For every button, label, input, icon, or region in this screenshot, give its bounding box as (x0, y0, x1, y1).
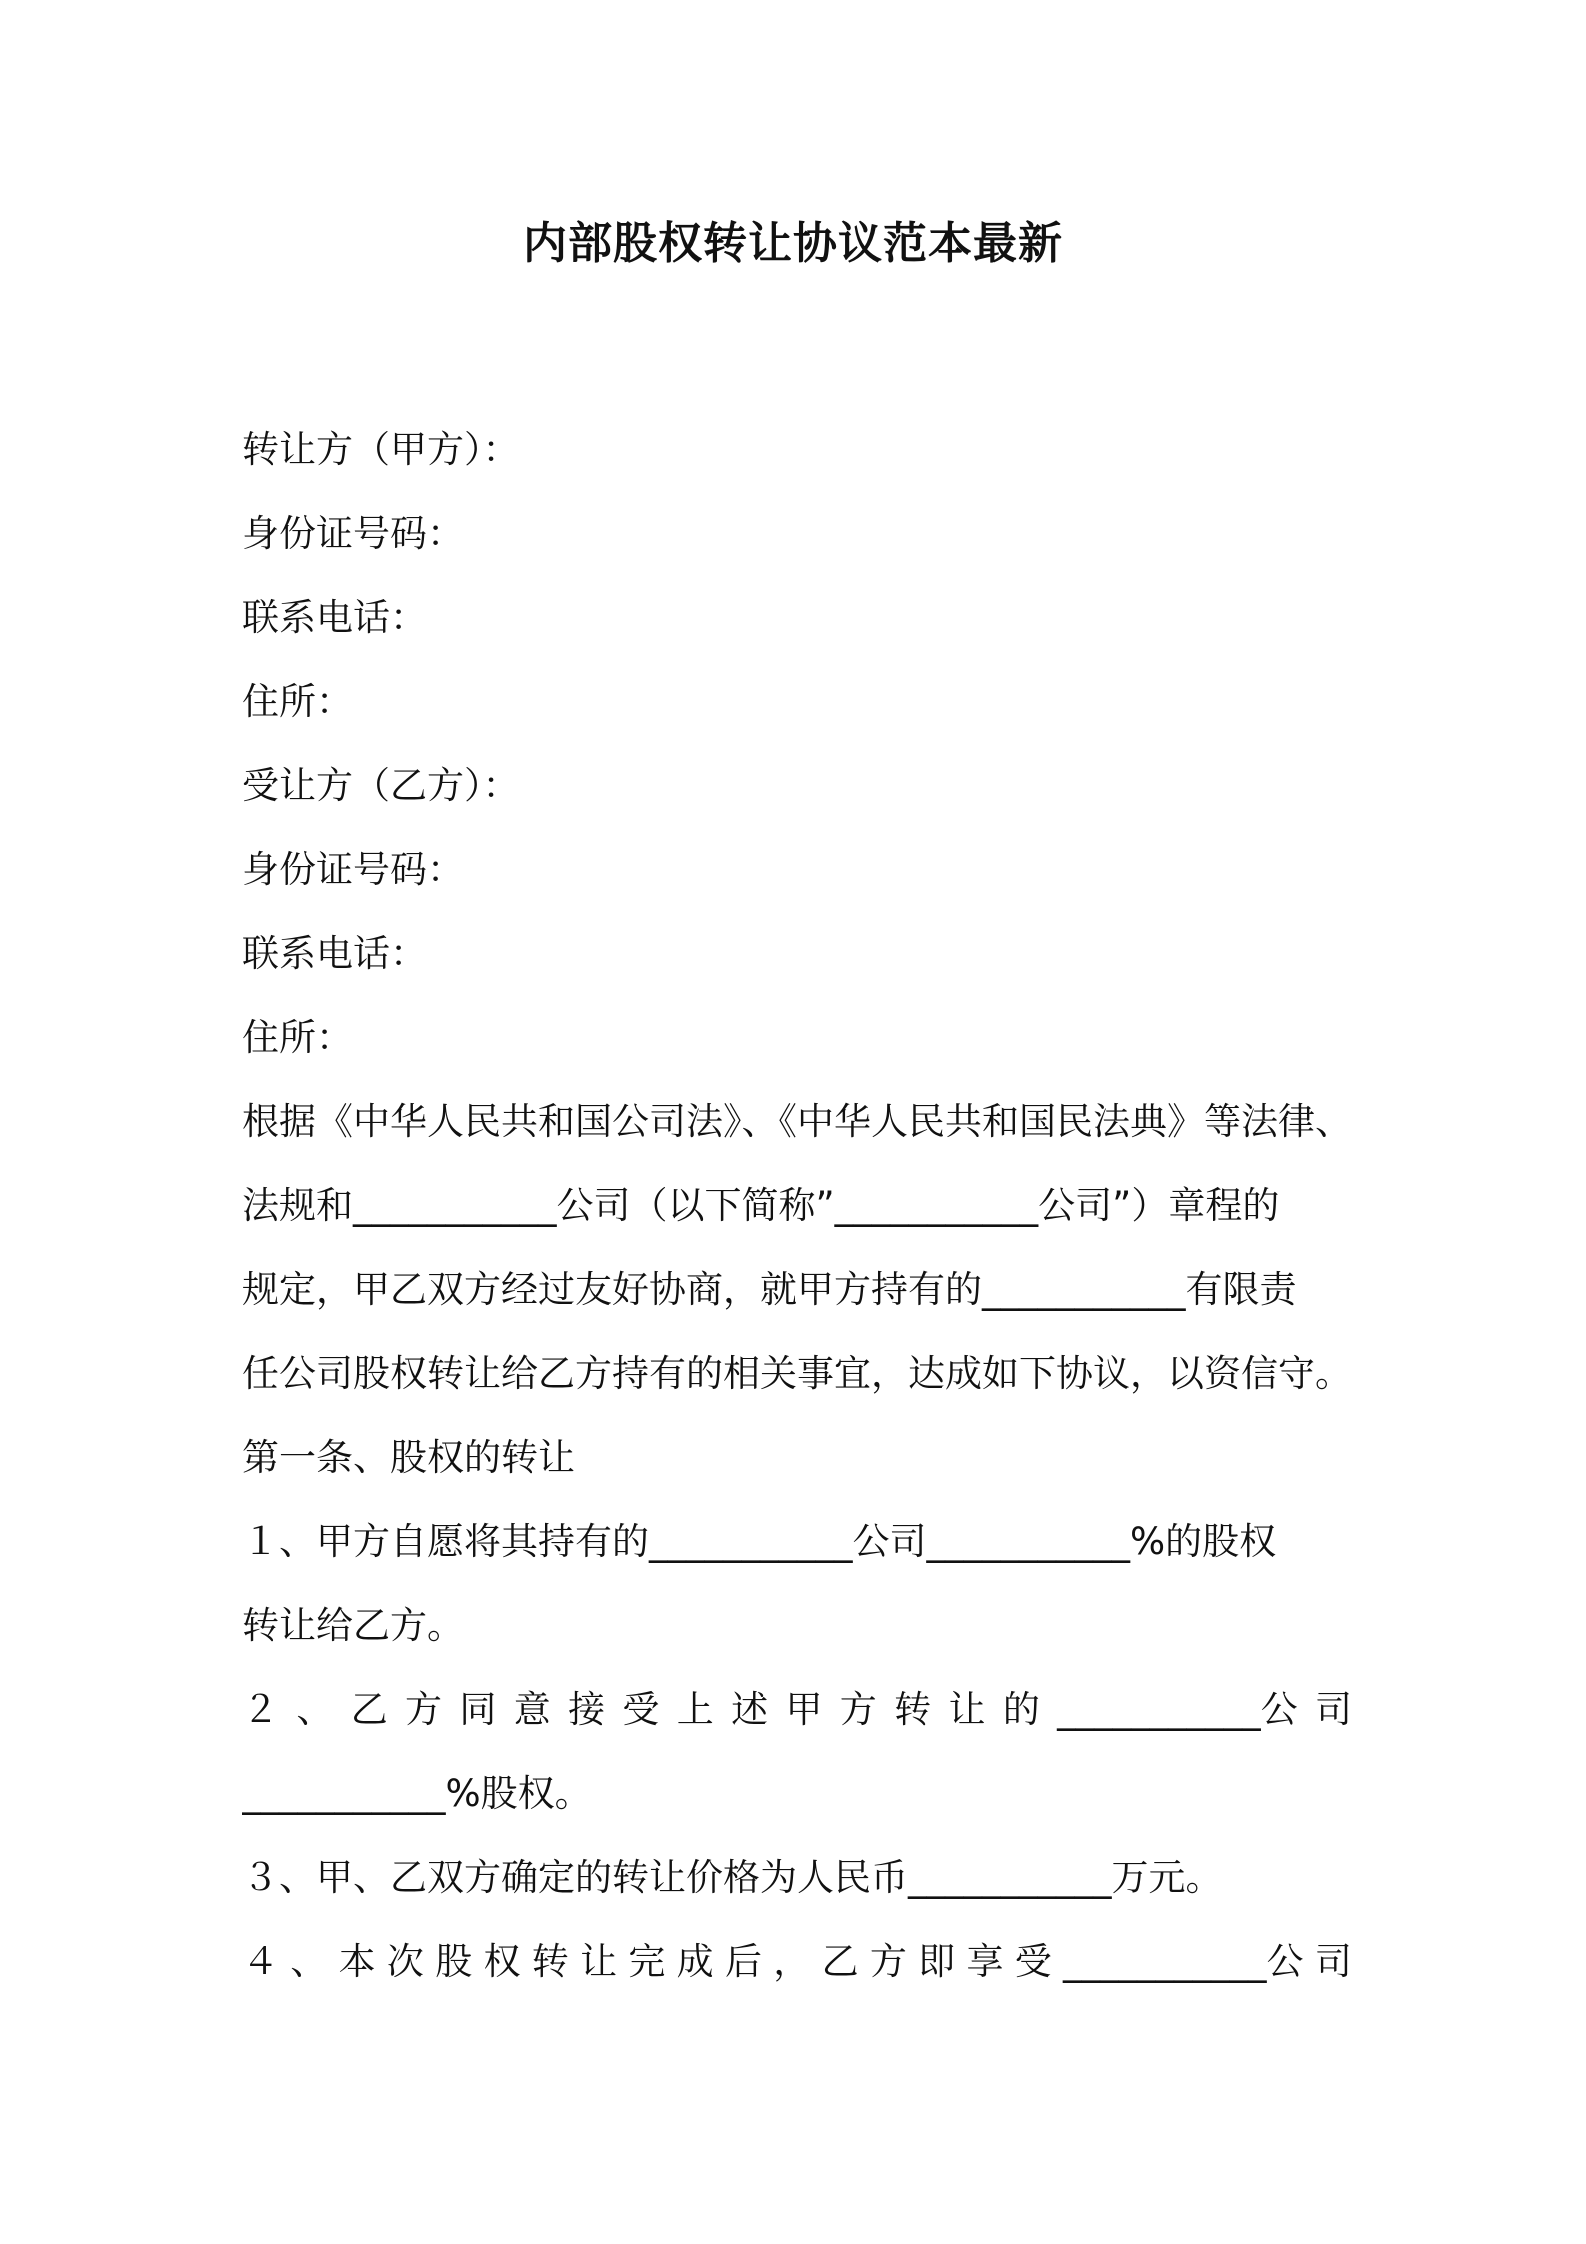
justified-segment: 方 (405, 1688, 443, 1731)
justified-segment: 乙 (350, 1688, 388, 1731)
document-title: 内部股权转让协议范本最新 (523, 218, 1063, 269)
justified-segment: 乙 (821, 1940, 859, 1983)
preamble-line: 规定，甲乙双方经过友好协商，就甲方持有的___________有限责 (242, 1268, 1297, 1311)
justified-segment: 司 (1315, 1688, 1352, 1731)
party-b-address-label: 住所： (242, 1016, 353, 1059)
justified-segment: ___________公 (1063, 1940, 1304, 1983)
justified-segment: 述 (731, 1688, 769, 1731)
justified-segment: ４ (242, 1940, 279, 1983)
justified-segment: ， (773, 1940, 811, 1983)
justified-segment: 权 (483, 1940, 521, 1983)
article1-heading: 第一条、股权的转让 (242, 1436, 575, 1479)
party-a-label: 转让方（甲方）： (242, 428, 520, 471)
justified-segment: 后 (724, 1940, 762, 1983)
justified-segment: 让 (948, 1688, 986, 1731)
justified-segment: 本 (338, 1940, 376, 1983)
justified-segment: 、 (296, 1688, 334, 1731)
justified-segment: 成 (676, 1940, 714, 1983)
justified-segment: 股 (435, 1940, 473, 1983)
article1-item1-line2: 转让给乙方。 (242, 1604, 464, 1647)
justified-segment: 即 (918, 1940, 956, 1983)
justified-segment: 转 (894, 1688, 932, 1731)
party-a-phone-label: 联系电话： (242, 596, 427, 639)
justified-segment: 的 (1002, 1688, 1040, 1731)
party-b-id-label: 身份证号码： (242, 848, 464, 891)
justified-segment: 受 (622, 1688, 660, 1731)
justified-segment: 方 (839, 1688, 877, 1731)
justified-segment: 享 (966, 1940, 1004, 1983)
article1-item2-line1 (242, 1668, 1352, 1752)
party-b-label: 受让方（乙方）： (242, 764, 520, 807)
preamble-line: 根据《中华人民共和国公司法》、《中华人民共和国民法典》等法律、 (242, 1100, 1352, 1143)
justified-segment: ___________公 (1057, 1688, 1298, 1731)
party-a-address-label: 住所： (242, 680, 353, 723)
justified-segment: 让 (580, 1940, 618, 1983)
document-body (242, 408, 1352, 2004)
preamble-line: 法规和___________公司（以下简称”___________公司”）章程的 (242, 1184, 1280, 1227)
article1-item3: ３、甲、乙双方确定的转让价格为人民币___________万元。 (242, 1856, 1223, 1899)
preamble-line: 任公司股权转让给乙方持有的相关事宜，达成如下协议，以资信守。 (242, 1352, 1352, 1395)
party-b-phone-label: 联系电话： (242, 932, 427, 975)
justified-segment: 方 (869, 1940, 907, 1983)
article1-item4-line1 (242, 1920, 1352, 2004)
party-a-id-label: 身份证号码： (242, 512, 464, 555)
justified-segment: 甲 (785, 1688, 823, 1731)
justified-segment: ２ (242, 1688, 279, 1731)
justified-segment: 、 (290, 1940, 328, 1983)
justified-segment: 接 (568, 1688, 606, 1731)
justified-segment: 同 (459, 1688, 497, 1731)
article1-item2-line2: ___________%股权。 (242, 1772, 592, 1815)
justified-segment: 意 (513, 1688, 551, 1731)
justified-segment: 司 (1314, 1940, 1352, 1983)
justified-segment: 完 (628, 1940, 666, 1983)
justified-segment: 受 (1014, 1940, 1052, 1983)
justified-segment: 转 (531, 1940, 569, 1983)
justified-segment: 上 (676, 1688, 714, 1731)
justified-segment: 次 (386, 1940, 424, 1983)
article1-item1-line1: １、甲方自愿将其持有的___________公司___________%的股权 (242, 1520, 1277, 1563)
